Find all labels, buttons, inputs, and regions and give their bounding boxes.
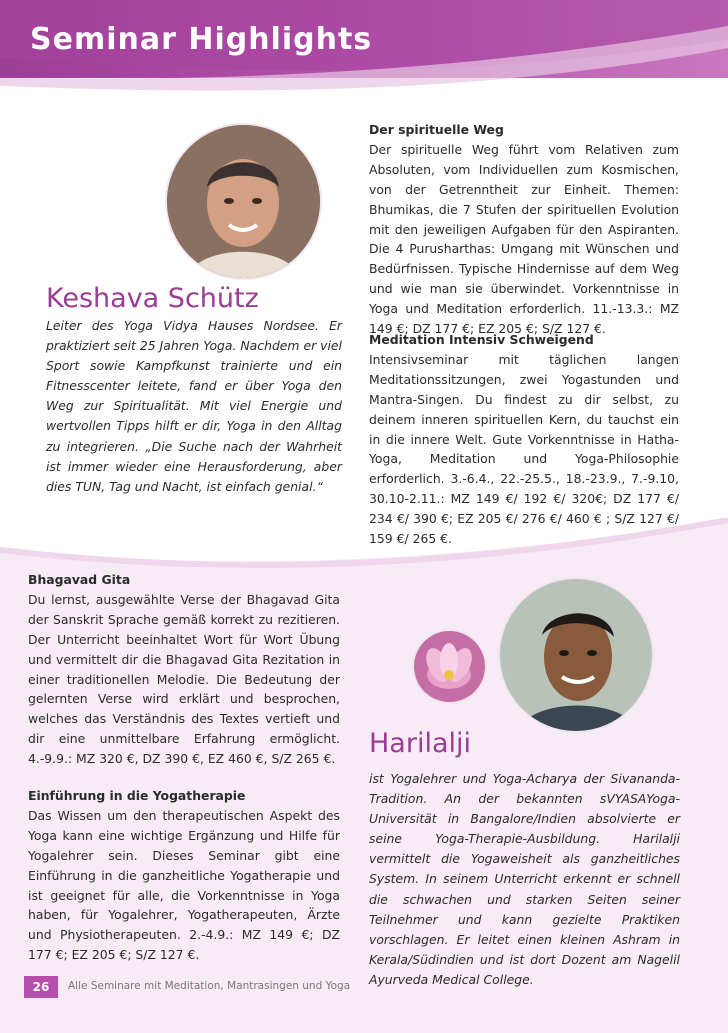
seminar-text: Du lernst, ausgewählte Verse der Bhagavad Gita der Sanskrit Sprache gemäß korrekt zu rezitieren. Der Unterricht beeinhaltet Wort für Wort Übung und vermittelt dir die Bhagavad Gita Rezitation in einer traditionellen Melodie. Die Bedeutung der gelernten Verse wird erklärt und besprochen, welches das Verständnis des Textes vertieft und dir eine unmittelbare Erfahrung ermöglicht. 4.-9.9.: MZ 320 €, DZ 390 €, EZ 460 €, S/Z 265 €. [28,591,340,767]
keshava-portrait [167,125,320,278]
seminar-title: Einführung in die Yogatherapie [28,788,246,803]
seminar-meditation-intensiv [369,330,679,549]
keshava-name: Keshava Schütz [46,283,259,314]
harilalji-name: Harilalji [369,728,472,759]
seminar-title: Bhagavad Gita [28,572,131,587]
page-number: 26 [24,976,58,998]
harilalji-portrait [500,579,652,731]
footer-text: Alle Seminare mit Meditation, Mantrasingen und Yoga [68,980,351,992]
page-title: Seminar Highlights [30,22,373,57]
seminar-title: Meditation Intensiv Schweigend [369,332,594,347]
seminar-text: Der spirituelle Weg führt vom Relativen zum Absoluten, vom Individuellen zum Kosmischen, von der Getrenntheit zur Einheit. Themen: Bhumikas, die 7 Stufen der spirituellen Evolution mit den jeweiligen Aufgaben für den Aspiranten. Die 4 Purusharthas: Umgang mit Wünschen und Bedürfnissen. Typische Hindernisse auf dem Weg und wie man sie überwindet. Vorkenntnisse in Yoga und Meditation erforderlich. 11.-13.3.: MZ 149 €; DZ 177 €; EZ 205 €; S/Z 127 €. [369,141,679,337]
seminar-yogatherapie [28,786,340,965]
seminar-bhagavad-gita [28,570,340,769]
keshava-bio: Leiter des Yoga Vidya Hauses Nordsee. Er praktiziert seit 25 Jahren Yoga. Nachdem er viel Sport sowie Kampfkunst trainierte und ein Fitnesscenter leitete, fand er über Yoga den Weg zur Spiritualität. Mit viel Energie und wertvollen Tipps hilft er dir, Yoga in den Alltag zu integrieren. „Die Suche nach der Wahrheit ist immer wieder eine Herausforderung, aber dies TUN, Tag und Nacht, ist einfach genial.“ [46,318,342,494]
lotus-flower-image [414,631,485,702]
seminar-title: Der spirituelle Weg [369,122,504,137]
seminar-text: Intensivseminar mit täglichen langen Meditationssitzungen, zwei Yogastunden und Mantra-Singen. Du findest zu dir selbst, zu deinem inneren spirituellen Kern, du tauchst ein in die innere Welt. Gute Vorkenntnisse in Hatha-Yoga, Meditation und Yoga-Philosophie erforderlich. 3.-6.4., 22.-25.5., 18.-23.9., 7.-9.10, 30.10-2.11.: MZ 149 €/ 192 €/ 320€; DZ 177 €/ 234 €/ 390 €; EZ 205 €/ 276 €/ 460 € ; S/Z 127 €/ 159 €/ 265 €. [369,351,679,547]
seminar-spiritueller-weg [369,120,679,339]
harilalji-bio: ist Yogalehrer und Yoga-Acharya der Sivananda-Tradition. An der bekannten sVYASAYoga-Universität in Bangalore/Indien absolvierte er seine Yoga-Therapie-Ausbildung. Harilalji vermittelt die Yogaweisheit als ganzheitliches System. In seinem Unterricht erkennt er schnell die schwachen und starken Seiten seiner Teilnehmer und kann gezielte Praktiken vorschlagen. Er leitet einen kleinen Ashram in Kerala/Südindien und ist dort Dozent am Nagelil Ayurveda Medical College. [369,771,680,987]
seminar-text: Das Wissen um den therapeutischen Aspekt des Yoga kann eine wichtige Ergänzung und Hilfe für Yogalehrer sein. Dieses Seminar gibt eine Einführung in die ganzheitliche Yogatherapie und ist geeignet für alle, die Vorkenntnisse in Yoga haben, für Yogalehrer, Yogatherapeuten, Ärzte und Physiotherapeuten. 2.-4.9.: MZ 149 €; DZ 177 €; EZ 205 €; S/Z 127 €. [28,807,340,963]
